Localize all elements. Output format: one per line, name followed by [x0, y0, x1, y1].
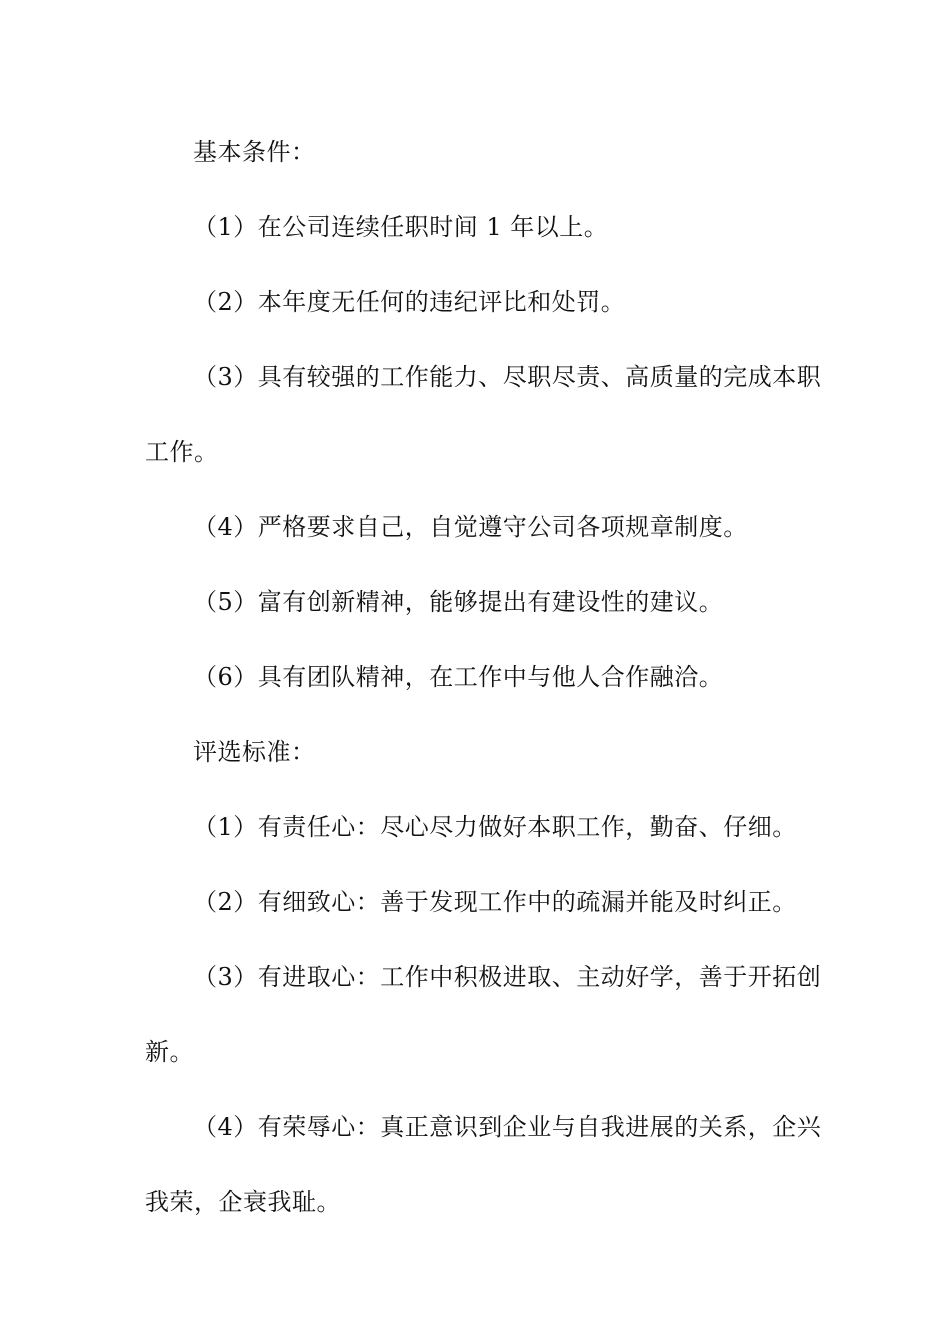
criterion-4-continued: 我荣，企衰我耻。 — [145, 1188, 341, 1216]
condition-5: （5）富有创新精神，能够提出有建设性的建议。 — [193, 588, 724, 616]
condition-4: （4）严格要求自己，自觉遵守公司各项规章制度。 — [193, 513, 748, 541]
condition-6: （6）具有团队精神，在工作中与他人合作融洽。 — [193, 663, 724, 691]
criterion-3: （3）有进取心：工作中积极进取、主动好学，善于开拓创 — [193, 963, 822, 991]
criterion-4: （4）有荣辱心：真正意识到企业与自我进展的关系，企兴 — [193, 1113, 822, 1141]
criterion-3-continued: 新。 — [145, 1038, 194, 1066]
condition-3: （3）具有较强的工作能力、尽职尽责、高质量的完成本职 — [193, 363, 822, 391]
condition-3-continued: 工作。 — [145, 438, 219, 466]
condition-1: （1）在公司连续任职时间 1 年以上。 — [193, 213, 609, 241]
condition-2: （2）本年度无任何的违纪评比和处罚。 — [193, 288, 626, 316]
section-heading-selection-criteria: 评选标准： — [193, 738, 316, 766]
criterion-2: （2）有细致心：善于发现工作中的疏漏并能及时纠正。 — [193, 888, 797, 916]
section-heading-basic-conditions: 基本条件： — [193, 138, 316, 166]
criterion-1: （1）有责任心：尽心尽力做好本职工作，勤奋、仔细。 — [193, 813, 797, 841]
